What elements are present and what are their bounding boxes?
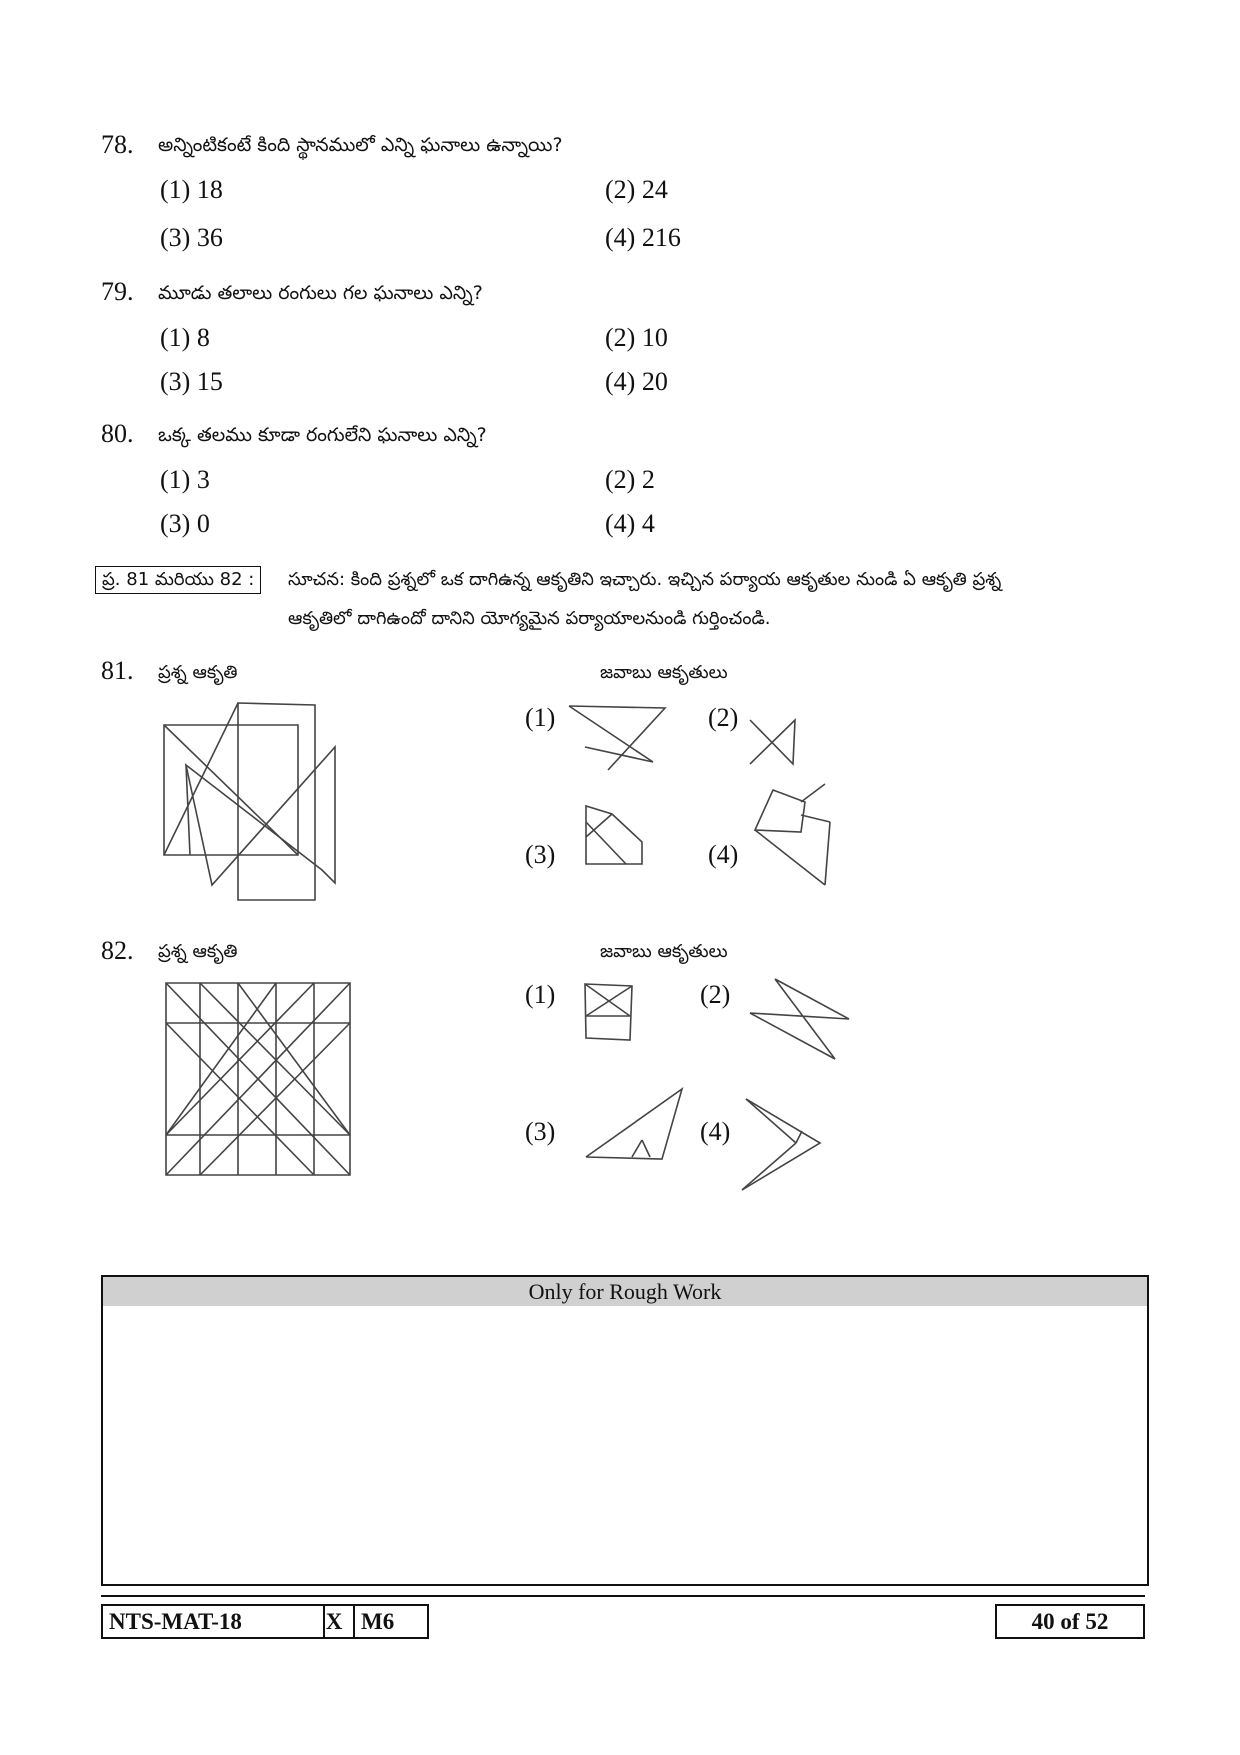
option: (1) 8 — [160, 323, 210, 352]
answer-figure-82-2 — [745, 975, 855, 1065]
option: (2) 2 — [605, 465, 655, 494]
answer-figure-82-1 — [580, 978, 640, 1048]
question-figure-81 — [150, 695, 350, 905]
question-text: అన్నింటికంటే కింది స్థానములో ఎన్ని ఘనాలు ఉన్నాయి? — [158, 134, 563, 156]
footer-set: M6 — [353, 1604, 429, 1639]
option-label: (1) — [525, 980, 556, 1009]
rough-work-title: Only for Rough Work — [103, 1277, 1147, 1306]
paper-code: NTS-MAT-18 — [101, 1604, 325, 1639]
answer-figure-81-2 — [745, 712, 805, 772]
question-number: 82. — [101, 936, 134, 965]
option: (4) 216 — [605, 223, 681, 252]
option-label: (4) — [700, 1117, 731, 1146]
footer-divider — [101, 1595, 1145, 1597]
question-figure-label: ప్రశ్న ఆకృతి — [158, 662, 238, 683]
answer-figures-label: జవాబు ఆకృతులు — [600, 662, 728, 683]
question-text: మూడు తలాలు రంగులు గల ఘనాలు ఎన్ని? — [158, 282, 483, 304]
option: (3) 0 — [160, 509, 210, 538]
option: (2) 24 — [605, 175, 668, 204]
question-number: 79. — [101, 277, 134, 306]
option-label: (2) — [700, 980, 731, 1009]
option: (2) 10 — [605, 323, 668, 352]
answer-figure-82-3 — [582, 1085, 687, 1165]
answer-figure-81-1 — [565, 702, 675, 777]
question-figure-82 — [160, 975, 360, 1185]
question-figure-label: ప్రశ్న ఆకృతి — [158, 941, 238, 962]
option: (1) 3 — [160, 465, 210, 494]
question-number: 80. — [101, 419, 134, 448]
option-label: (3) — [525, 1117, 556, 1146]
question-text: ఒక్క తలము కూడా రంగులేని ఘనాలు ఎన్ని? — [158, 424, 487, 446]
question-number: 78. — [101, 130, 134, 159]
option: (3) 36 — [160, 223, 223, 252]
option: (4) 4 — [605, 509, 655, 538]
answer-figure-82-4 — [740, 1095, 830, 1195]
option: (3) 15 — [160, 367, 223, 396]
answer-figures-label: జవాబు ఆకృతులు — [600, 941, 728, 962]
note-line: ఆకృతిలో దాగిఉందో దానిని యోగ్యమైన పర్యాయాలనుండి గుర్తించండి. — [288, 608, 771, 629]
page-number: 40 of 52 — [995, 1604, 1145, 1639]
rough-work-box — [101, 1275, 1149, 1586]
footer-x: X — [315, 1604, 355, 1639]
option-label: (2) — [708, 703, 739, 732]
question-number: 81. — [101, 656, 134, 685]
option: (4) 20 — [605, 367, 668, 396]
answer-figure-81-4 — [745, 780, 835, 890]
option: (1) 18 — [160, 175, 223, 204]
note-reference-box: ప్ర. 81 మరియు 82 : — [95, 566, 261, 594]
answer-figure-81-3 — [582, 802, 662, 872]
option-label: (3) — [525, 840, 556, 869]
option-label: (1) — [525, 703, 556, 732]
note-line: సూచన: కింది ప్రశ్నలో ఒక దాగిఉన్న ఆకృతిని ఇచ్చారు. ఇచ్చిన పర్యాయ ఆకృతుల నుండి ఏ ఆకృతి ప్రశ్న — [288, 569, 1002, 590]
option-label: (4) — [708, 840, 739, 869]
